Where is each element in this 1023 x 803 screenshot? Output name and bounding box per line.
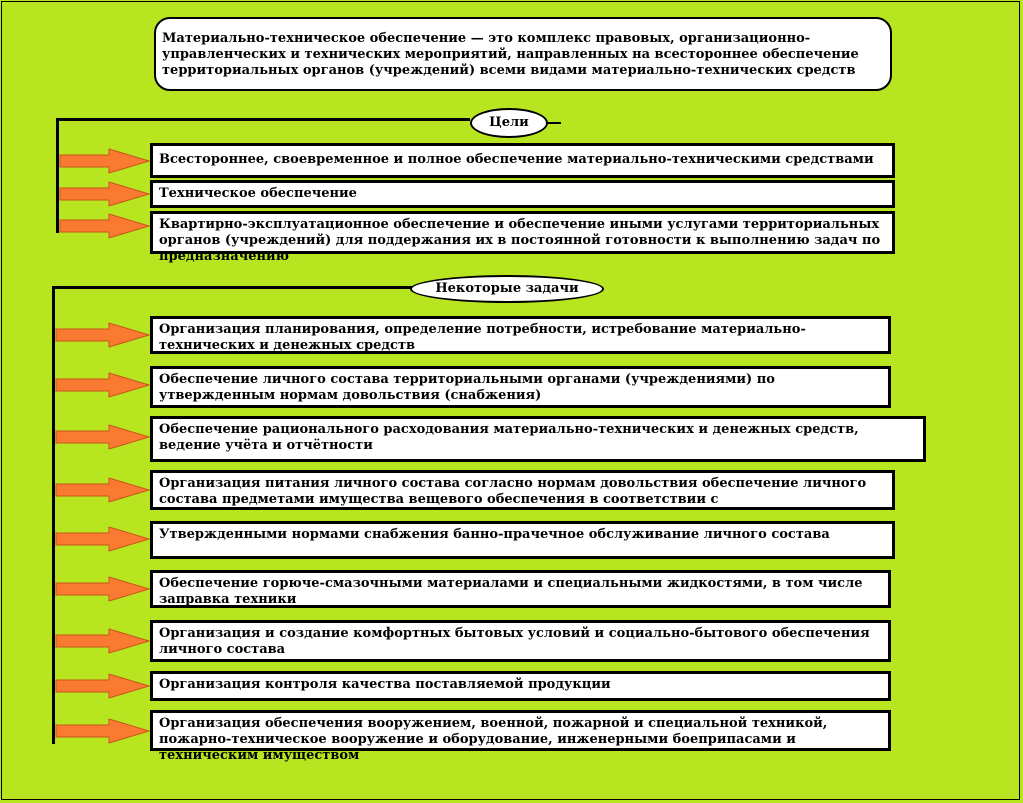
task-arrow-icon-5 xyxy=(55,526,151,552)
goals-connector-horizontal xyxy=(56,118,470,121)
definition-text: Материально-техническое обеспечение — это комплекс правовых, организационно-управленческих и технических мероприятий, направленных на всестороннее обеспечение территориальных органов (учреждений) всеми видами материально-технических средств xyxy=(162,31,859,78)
goal-box-1 xyxy=(150,143,895,178)
goal-text-2: Техническое обеспечение xyxy=(159,186,357,201)
definition-box xyxy=(154,17,892,91)
goal-box-2 xyxy=(150,180,895,208)
tasks-label-oval xyxy=(410,275,604,303)
goal-text-3: Квартирно-эксплуатационное обеспечение и обеспечение иными услугами территориальных органов (учреждений) для поддержания их в постоянной готовности к выполнению задач по предназначению xyxy=(159,217,881,264)
task-arrow-icon-9 xyxy=(55,718,151,744)
goal-arrow-icon-2 xyxy=(59,181,151,207)
task-box-4 xyxy=(150,470,895,510)
task-text-9: Организация обеспечения вооружением, военной, пожарной и специальной техникой, пожарно-техническое вооружение и оборудование, инженерными боеприпасами и техническим имуществом xyxy=(159,716,828,763)
task-text-5: Утвержденными нормами снабжения банно-прачечное обслуживание личного состава xyxy=(159,527,830,542)
task-text-3: Обеспечение рационального расходования материально-технических и денежных средств, ведение учёта и отчётности xyxy=(159,422,859,453)
task-text-6: Обеспечение горюче-смазочными материалами и специальными жидкостями, в том числе заправка техники xyxy=(159,576,863,607)
tasks-connector-horizontal xyxy=(52,286,412,289)
goals-label: Цели xyxy=(489,115,529,130)
tasks-label: Некоторые задачи xyxy=(435,281,579,296)
goal-arrow-icon-1 xyxy=(59,148,151,174)
task-text-8: Организация контроля качества поставляемой продукции xyxy=(159,677,611,692)
task-arrow-icon-3 xyxy=(55,424,151,450)
goals-connector-right xyxy=(546,122,561,124)
goals-label-oval xyxy=(470,108,548,138)
goal-arrow-icon-3 xyxy=(59,213,151,239)
task-text-1: Организация планирования, определение потребности, истребование материально-технических и денежных средств xyxy=(159,322,806,353)
task-arrow-icon-7 xyxy=(55,628,151,654)
task-box-8 xyxy=(150,671,891,701)
task-arrow-icon-6 xyxy=(55,576,151,602)
task-arrow-icon-1 xyxy=(55,322,151,348)
task-arrow-icon-4 xyxy=(55,477,151,503)
task-text-2: Обеспечение личного состава территориальными органами (учреждениями) по утвержденным нормам довольствия (снабжения) xyxy=(159,372,775,403)
goal-box-3 xyxy=(150,211,895,264)
task-text-4: Организация питания личного состава согласно нормам довольствия обеспечение личного состава предметами имущества вещевого обеспечения в соответствии с xyxy=(159,476,867,507)
task-box-9 xyxy=(150,710,891,763)
task-text-7: Организация и создание комфортных бытовых условий и социально-бытового обеспечения личного состава xyxy=(159,626,870,657)
task-arrow-icon-8 xyxy=(55,673,151,699)
task-box-7 xyxy=(150,620,891,662)
goal-text-1: Всестороннее, своевременное и полное обеспечение материально-техническими средствами xyxy=(159,152,874,167)
task-box-2 xyxy=(150,366,891,408)
task-box-1 xyxy=(150,316,891,354)
task-arrow-icon-2 xyxy=(55,372,151,398)
task-box-6 xyxy=(150,570,891,608)
task-box-5 xyxy=(150,521,895,559)
task-box-3 xyxy=(150,416,926,462)
